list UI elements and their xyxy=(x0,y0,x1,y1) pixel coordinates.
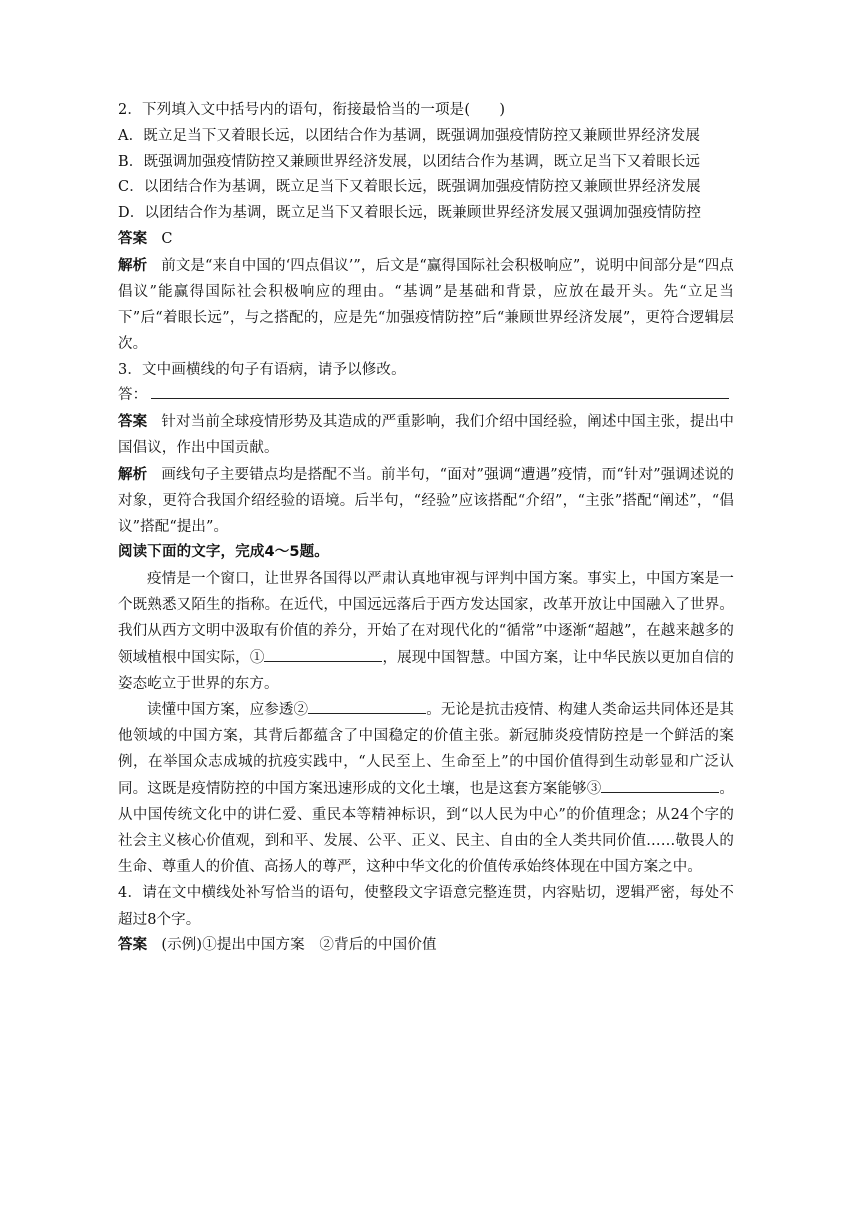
fill-blank-2[interactable] xyxy=(308,699,426,714)
q2-answer xyxy=(118,227,734,253)
q3-answer xyxy=(118,409,734,461)
paragraph-text: 读懂中国方案，应参透② xyxy=(147,702,309,719)
q2-option-d: D．以团结合作为基调，既立足当下又着眼长远，既兼顾世界经济发展又强调加强疫情防控 xyxy=(118,205,702,222)
paragraph-text: ，展现中国智慧。中国方案，让中华民族以更加自信的姿态屹立于世界的东方。 xyxy=(118,649,734,692)
q4-answer xyxy=(118,933,734,959)
q2-option-a: A．既立足当下又着眼长远，以团结合作为基调，既强调加强疫情防控又兼顾世界经济发展 xyxy=(118,127,700,144)
analysis-text: 画线句子主要错点均是搭配不当。前半句，“面对”强调“遭遇”疫情，而“针对”强调述说的对象，更符合我国介绍经验的语境。后半句，“经验”应该搭配“介绍”，“主张”搭配“阐述”，“倡议”搭配“提出”。 xyxy=(118,466,734,535)
reading-heading: 阅读下面的文字，完成4～5题。 xyxy=(118,544,329,561)
reading-paragraph-2 xyxy=(118,697,734,880)
answer-value: 针对当前全球疫情形势及其造成的严重影响，我们介绍中国经验，阐述中国主张，提出中国倡议，作出中国贡献。 xyxy=(118,414,734,457)
q2-analysis xyxy=(118,253,734,358)
analysis-label: 解析 xyxy=(118,257,148,274)
paragraph-text: 疫情是一个窗口，让世界各国得以严肃认真地审视与评判中国方案。事实上，中国方案是一个既熟悉又陌生的指称。在近代，中国远远落后于西方发达国家，改革开放让中国融入了世界。我们从西方文明中汲取有价值的养分，开始了在对现代化的“循常”中逐渐“超越”，在越来越多的领域植根中国实际，① xyxy=(118,571,734,666)
q3-stem: 3．文中画横线的句子有语病，请予以修改。 xyxy=(118,361,406,378)
document-page xyxy=(118,98,734,959)
q4-stem: 4．请在文中横线处补写恰当的语句，使整段文字语意完整连贯，内容贴切，逻辑严密，每处不超过8个字。 xyxy=(118,885,734,928)
q2-option-b: B．既强调加强疫情防控又兼顾世界经济发展，以团结合作为基调，既立足当下又着眼长远 xyxy=(118,153,701,170)
answer-prompt: 答： xyxy=(118,387,148,404)
q2-stem: 2．下列填入文中括号内的语句，衔接最恰当的一项是( ) xyxy=(118,102,506,118)
analysis-text: 前文是“来自中国的‘四点倡议’”，后文是“赢得国际社会积极响应”，说明中间部分是“四点倡议”能赢得国际社会积极响应的理由。“基调”是基础和背景，应放在最开头。先“立足当下”后“着眼长远”，与之搭配的，应是先“加强疫情防控”后“兼顾世界经济发展”，更符合逻辑层次。 xyxy=(118,257,734,353)
paragraph-text: 。从中国传统文化中的讲仁爱、重民本等精神标识，到“以人民为中心”的价值理念；从24个字的社会主义核心价值观，到和平、发展、公平、正义、民主、自由的全人类共同价值……敬畏人的生命、尊重人的价值、高扬人的尊严，这种中华文化的价值传承始终体现在中国方案之中。 xyxy=(118,780,734,876)
q3-answer-prompt xyxy=(118,383,734,409)
answer-value: (示例)①提出中国方案 ②背后的中国价值 xyxy=(161,936,437,953)
fill-blank-3[interactable] xyxy=(601,778,719,793)
answer-blank-line[interactable] xyxy=(151,384,729,399)
answer-label: 答案 xyxy=(118,414,148,431)
fill-blank-1[interactable] xyxy=(264,647,382,662)
reading-paragraph-1 xyxy=(118,566,734,697)
q3-analysis xyxy=(118,462,734,541)
analysis-label: 解析 xyxy=(118,466,148,483)
answer-value: C xyxy=(161,230,173,247)
q2-option-c: C．以团结合作为基调，既立足当下又着眼长远，既强调加强疫情防控又兼顾世界经济发展 xyxy=(118,179,701,196)
answer-label: 答案 xyxy=(118,230,148,247)
answer-label: 答案 xyxy=(118,936,148,953)
paragraph-text: 。无论是抗击疫情、构建人类命运共同体还是其他领域的中国方案，其背后都蕴含了中国稳定的价值主张。新冠肺炎疫情防控是一个鲜活的案例，在举国众志成城的抗疫实践中，“人民至上、生命至上”的中国价值得到生动彰显和广泛认同。这既是疫情防控的中国方案迅速形成的文化土壤，也是这套方案能够③ xyxy=(118,702,734,797)
